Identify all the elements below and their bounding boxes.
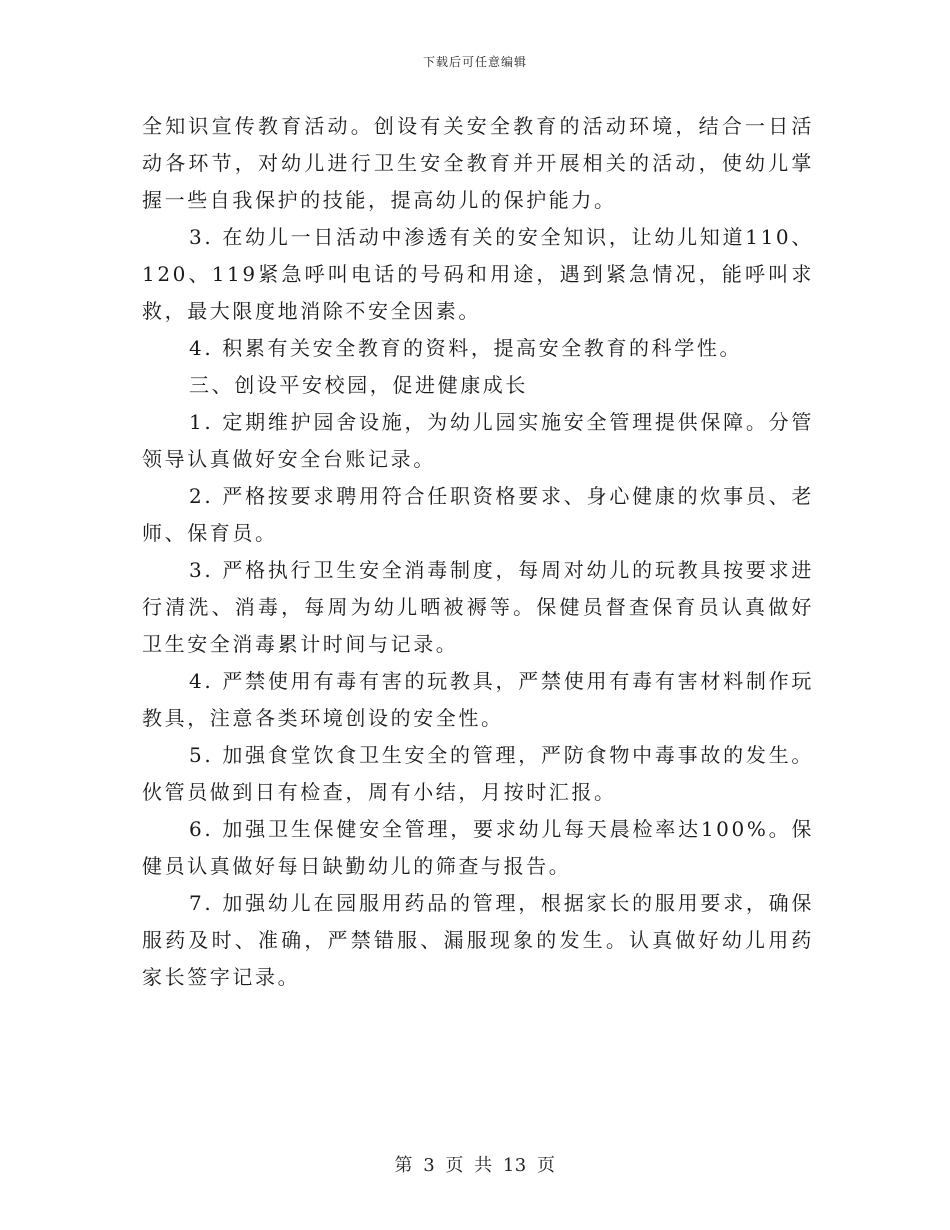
page-number: 第 3 页 共 13 页 xyxy=(394,1155,556,1176)
page-header: 下载后可任意编辑 xyxy=(422,55,527,69)
paragraph-item-3-disinfection: 3. 严格执行卫生安全消毒制度，每周对幼儿的玩教具按要求进行清洗、消毒，每周为幼儿晒被褥等。保健员督查保育员认真做好卫生安全消毒累计时间与记录。 xyxy=(142,558,814,656)
paragraph-continuation: 全知识宣传教育活动。创设有关安全教育的活动环境，结合一日活动各环节，对幼儿进行卫生安全教育并开展相关的活动，使幼儿掌握一些自我保护的技能，提高幼儿的保护能力。 xyxy=(142,114,814,212)
paragraph-item-2-staff: 2. 严格按要求聘用符合任职资格要求、身心健康的炊事员、老师、保育员。 xyxy=(142,484,814,545)
paragraph-item-6-health-check: 6. 加强卫生保健安全管理，要求幼儿每天晨检率达100%。保健员认真做好每日缺勤幼儿的筛查与报告。 xyxy=(142,817,814,878)
document-body xyxy=(142,108,814,996)
paragraph-item-7-medication: 7. 加强幼儿在园服用药品的管理，根据家长的服用要求，确保服药及时、准确，严禁错服、漏服现象的发生。认真做好幼儿用药家长签字记录。 xyxy=(142,891,814,989)
paragraph-item-3-emergency-numbers: 3. 在幼儿一日活动中渗透有关的安全知识，让幼儿知道110、120、119紧急呼叫电话的号码和用途，遇到紧急情况，能呼叫求救，最大限度地消除不安全因素。 xyxy=(142,225,814,323)
paragraph-item-1-facilities: 1. 定期维护园舍设施，为幼儿园实施安全管理提供保障。分管领导认真做好安全台账记录。 xyxy=(142,410,814,471)
paragraph-item-5-canteen: 5. 加强食堂饮食卫生安全的管理，严防食物中毒事故的发生。伙管员做到日有检查，周有小结，月按时汇报。 xyxy=(142,743,814,804)
section-heading: 三、创设平安校园，促进健康成长 xyxy=(189,373,528,397)
paragraph-item-4-materials: 4. 积累有关安全教育的资料，提高安全教育的科学性。 xyxy=(189,336,743,360)
paragraph-item-4-toys: 4. 严禁使用有毒有害的玩教具，严禁使用有毒有害材料制作玩教具，注意各类环境创设的安全性。 xyxy=(142,669,814,730)
